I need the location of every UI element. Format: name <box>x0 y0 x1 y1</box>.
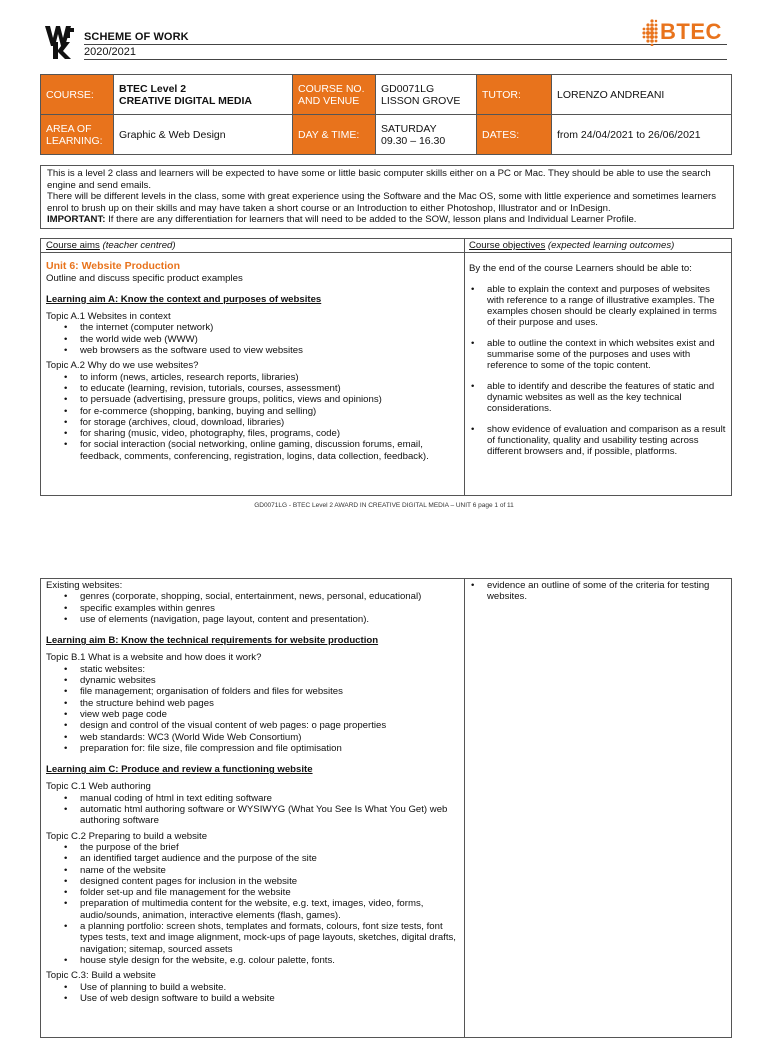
existing-websites-heading: Existing websites: <box>46 580 123 591</box>
course-no-value <box>376 75 477 115</box>
list-item: • an identified target audience and the purpose of the site <box>80 853 460 864</box>
list-item: • file management; organisation of folders and files for websites <box>80 686 460 697</box>
list-item: • able to identify and describe the features of static and dynamic websites as well as the key technical considerations. <box>487 381 727 415</box>
list-item: • the world wide web (WWW) <box>80 334 460 345</box>
course-aims-note: (teacher centred) <box>99 240 176 251</box>
list-item: • for social interaction (social networking, online gaming, discussion forums, email, feedback, comments, conferencing, registration, logins, data collection, feedback). <box>80 439 460 462</box>
learning-aim-c: Learning aim C: Produce and review a functioning website <box>46 764 313 776</box>
important-text: If there are any differentiation for learners that will need to be added to the SOW, lesson plans and Individual Learner Profile. <box>105 214 637 226</box>
area-label <box>41 115 114 155</box>
list-item: • evidence an outline of some of the criteria for testing websites. <box>487 580 727 603</box>
list-item: • house style design for the website, e.g. colour palette, fonts. <box>80 955 460 966</box>
course-label: COURSE: <box>41 75 114 115</box>
course-no-value-line1: GD0071LG <box>381 82 435 95</box>
objectives-list <box>469 580 727 603</box>
topic-a2-heading: Topic A.2 Why do we use websites? <box>46 360 199 372</box>
course-no-label-line2: AND VENUE <box>298 94 360 107</box>
dates-value: from 24/04/2021 to 26/06/2021 <box>552 115 732 155</box>
course-aims-heading <box>46 240 460 251</box>
course-no-value-line2: LISSON GROVE <box>381 94 461 107</box>
course-aims-objectives-table <box>40 238 732 496</box>
topic-a1-heading: Topic A.1 Websites in context <box>46 311 171 323</box>
course-no-label <box>293 75 376 115</box>
topic-c3-heading: Topic C.3: Build a website <box>46 970 156 982</box>
dates-label: DATES: <box>477 115 552 155</box>
list-item: • specific examples within genres <box>80 603 460 614</box>
header-divider-bottom <box>84 59 727 60</box>
topic-a2-list <box>46 372 460 462</box>
list-item: • to educate (learning, revision, tutorials, courses, assessment) <box>80 383 460 394</box>
list-item: • folder set-up and file management for the website <box>80 887 460 898</box>
list-item: • for storage (archives, cloud, download, libraries) <box>80 417 460 428</box>
area-label-line2: LEARNING: <box>46 134 103 147</box>
area-value: Graphic & Web Design <box>114 115 293 155</box>
intro-box <box>40 165 734 229</box>
list-item: • web standards: WC3 (World Wide Web Consortium) <box>80 732 460 743</box>
course-value <box>114 75 293 115</box>
tutor-value: LORENZO ANDREANI <box>552 75 732 115</box>
tutor-label: TUTOR: <box>477 75 552 115</box>
day-time-value <box>376 115 477 155</box>
btec-logo <box>640 16 722 48</box>
intro-paragraph-2: There will be different levels in the class, some with great experience using the Software and the Mac OS, some with little experience and sometimes learners enrol to brush up on their skills and may have taken a short course or an Introduction to either Photoshop, Illustrator and or InDesign. <box>47 191 717 214</box>
topic-c2-heading: Topic C.2 Preparing to build a website <box>46 830 208 842</box>
intro-important <box>47 214 727 226</box>
list-item: • the internet (computer network) <box>80 322 460 333</box>
topic-c3-list <box>46 982 460 1005</box>
course-value-line2: CREATIVE DIGITAL MEDIA <box>119 94 253 107</box>
list-item: • name of the website <box>80 865 460 876</box>
list-item: • use of elements (navigation, page layout, content and presentation). <box>80 614 460 625</box>
course-no-label-line1: COURSE NO. <box>298 82 365 95</box>
wk-logo-icon <box>44 24 76 60</box>
course-aims-objectives-table-continued <box>40 578 732 1038</box>
existing-websites-list <box>46 591 460 625</box>
list-item: • design and control of the visual content of web pages: o page properties <box>80 720 460 731</box>
topic-a1-list <box>46 322 460 356</box>
topic-b1-heading: Topic B.1 What is a website and how does it work? <box>46 652 262 664</box>
day-time-label: DAY & TIME: <box>293 115 376 155</box>
topic-c2-list <box>46 842 460 966</box>
document-year: 2020/2021 <box>84 46 136 58</box>
list-item: • preparation of multimedia content for the website, e.g. text, images, video, forms, audio/sounds, animation, interactive elements (flash, games). <box>80 898 460 921</box>
course-aims-column <box>46 580 460 1004</box>
list-item: • for sharing (music, video, photography, files, programs, code) <box>80 428 460 439</box>
list-item: • Use of planning to build a website. <box>80 982 460 993</box>
course-objectives-heading <box>469 240 727 251</box>
table-row <box>41 115 732 155</box>
list-item: • dynamic websites <box>80 675 460 686</box>
column-divider <box>464 239 465 495</box>
course-info-table <box>40 74 732 155</box>
list-item: • genres (corporate, shopping, social, entertainment, news, personal, educational) <box>80 591 460 602</box>
list-item: • for e-commerce (shopping, banking, buying and selling) <box>80 406 460 417</box>
list-item: • a planning portfolio: screen shots, templates and formats, colours, font size tests, font types tests, text and image alignment, mock-ups of page layouts, sketches, digital drafts, navigation; sitemap, sourced assets <box>80 921 460 955</box>
btec-wordmark: BTEC <box>660 19 722 44</box>
list-item: • to inform (news, articles, research reports, libraries) <box>80 372 460 383</box>
objectives-intro: By the end of the course Learners should be able to: <box>469 263 692 275</box>
list-item: • show evidence of evaluation and comparison as a result of functionality, quality and usability testing across different browsers and, if possible, platforms. <box>487 424 727 458</box>
list-item: • automatic html authoring software or WYSIWYG (What You See Is What You Get) web authoring software <box>80 804 460 827</box>
document-title: SCHEME OF WORK <box>84 31 189 43</box>
table-row <box>41 75 732 115</box>
course-aims-column <box>46 240 460 462</box>
learning-aim-a: Learning aim A: Know the context and purposes of websites <box>46 293 322 305</box>
btec-dots-icon <box>640 18 658 46</box>
intro-paragraph-1: This is a level 2 class and learners will be expected to have some or little basic computer skills either on a PC or Mac. They should be able to use the search engine and send emails. <box>47 168 711 191</box>
list-item: • manual coding of html in text editing software <box>80 793 460 804</box>
list-item: • able to outline the context in which websites exist and summarise some of the purposes and uses with reference to some of the topic content. <box>487 338 727 372</box>
course-objectives-label: Course objectives <box>469 240 546 251</box>
topic-c1-list <box>46 793 460 827</box>
column-divider <box>464 579 465 1037</box>
list-item: • to persuade (advertising, pressure groups, politics, views and opinions) <box>80 394 460 405</box>
list-item: • Use of web design software to build a website <box>80 993 460 1004</box>
unit-subtitle: Outline and discuss specific product examples <box>46 272 243 284</box>
topic-c1-heading: Topic C.1 Web authoring <box>46 781 151 793</box>
document-page-1 <box>0 0 768 518</box>
list-item: • static websites: <box>80 664 460 675</box>
list-item: • designed content pages for inclusion in the website <box>80 876 460 887</box>
objectives-list <box>469 284 727 458</box>
page-footer: GD0071LG - BTEC Level 2 AWARD IN CREATIVE DIGITAL MEDIA – UNIT 6 page 1 of 11 <box>254 502 514 509</box>
page-gap <box>0 518 768 576</box>
course-value-line1: BTEC Level 2 <box>119 82 187 95</box>
course-objectives-note: (expected learning outcomes) <box>545 240 675 251</box>
list-item: • the structure behind web pages <box>80 698 460 709</box>
document-page-2 <box>0 576 768 1024</box>
header-divider <box>84 44 727 45</box>
course-aims-label: Course aims <box>46 240 100 251</box>
day-value-line1: SATURDAY <box>381 122 437 135</box>
day-value-line2: 09.30 – 16.30 <box>381 134 446 147</box>
course-objectives-column <box>469 580 727 603</box>
list-item: • able to explain the context and purposes of websites with reference to a range of illustrative examples. The examples chosen should be clearly explained in terms of their purpose and uses. <box>487 284 727 329</box>
area-label-line1: AREA OF <box>46 122 92 135</box>
list-item: • view web page code <box>80 709 460 720</box>
topic-b1-list <box>46 664 460 754</box>
unit-title: Unit 6: Website Production <box>46 260 180 273</box>
important-label: IMPORTANT: <box>47 214 106 226</box>
list-item: • the purpose of the brief <box>80 842 460 853</box>
learning-aim-b: Learning aim B: Know the technical requirements for website production <box>46 635 379 647</box>
list-item: • web browsers as the software used to view websites <box>80 345 460 356</box>
course-objectives-column <box>469 240 727 457</box>
list-item: • preparation for: file size, file compression and file optimisation <box>80 743 460 754</box>
